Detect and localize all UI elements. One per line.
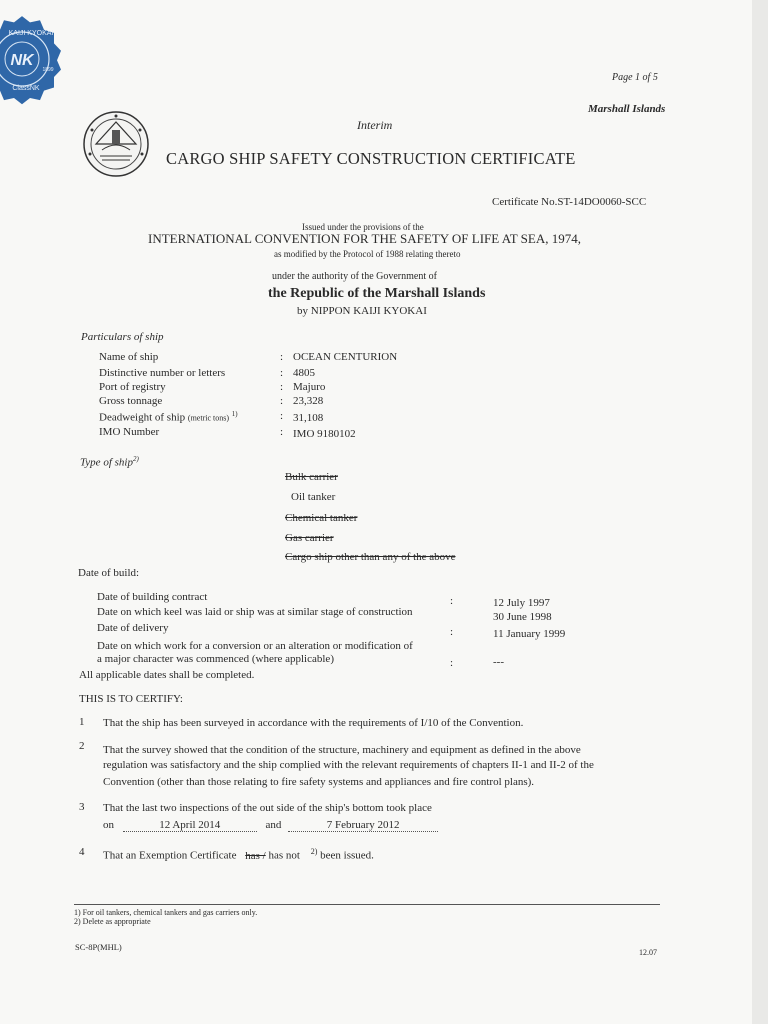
colon: : — [280, 410, 284, 422]
ship-type-option: Chemical tanker — [285, 512, 358, 524]
inspection-date-2: 7 February 2012 — [288, 819, 438, 832]
certify-heading: THIS IS TO CERTIFY: — [79, 693, 183, 705]
classnk-stamp — [0, 4, 62, 116]
colon: : — [280, 351, 284, 363]
dates-note: All applicable dates shall be completed. — [79, 669, 255, 681]
authority-text: under the authority of the Government of — [272, 271, 437, 282]
build-heading: Date of build: — [78, 567, 140, 579]
form-code: SC-8P(MHL) — [75, 942, 122, 952]
conversion-date: --- — [493, 656, 504, 668]
colon: : — [280, 381, 284, 393]
convention-name: INTERNATIONAL CONVENTION FOR THE SAFETY OF LIFE AT SEA, 1974, — [148, 231, 581, 246]
particular-label: Port of registry — [99, 381, 166, 393]
particular-label: Distinctive number or letters — [99, 367, 226, 379]
stamp-year: 1899 — [42, 67, 54, 73]
deadweight-unit: (metric tons) — [187, 413, 230, 423]
ship-type-option: Cargo ship other than any of the above — [285, 551, 456, 563]
inspection-date-1: 12 April 2014 — [123, 819, 257, 832]
port-of-registry: Majuro — [293, 381, 326, 393]
gross-tonnage: 23,328 — [293, 395, 324, 407]
item-number: 2 — [79, 740, 85, 752]
government-name: the Republic of the Marshall Islands — [268, 286, 486, 301]
marshall-islands-seal — [82, 110, 150, 178]
footnote-1: 1) For oil tankers, chemical tankers and gas carriers only. — [74, 908, 258, 917]
footnote-divider — [74, 904, 660, 905]
particular-label — [99, 410, 238, 424]
colon: : — [280, 426, 284, 438]
delivery-date: 11 January 1999 — [493, 628, 566, 640]
item-number: 3 — [79, 801, 85, 813]
deadweight-label: Deadweight of ship — [99, 411, 186, 424]
build-label: Date of delivery — [97, 622, 169, 634]
stamp-top-text: KAIJI KYOKAI — [8, 30, 54, 37]
footnote-2: 2) Delete as appropriate — [74, 917, 151, 926]
ship-type-selected: Oil tanker — [291, 491, 336, 503]
certificate-number: Certificate No.ST-14DO0060-SCC — [492, 196, 647, 208]
ship-name: OCEAN CENTURION — [293, 351, 398, 363]
distinctive-number: 4805 — [293, 367, 315, 379]
certify-item-4: That an Exemption Certificate has / has not $^{2)}$ been issued. — [103, 847, 374, 862]
colon: : — [450, 595, 454, 607]
particular-label: IMO Number — [99, 426, 160, 438]
contract-date: 12 July 1997 — [493, 597, 550, 609]
stamp-bottom-text: ClassNK — [12, 85, 40, 92]
certify-item-1: That the ship has been surveyed in accordance with the requirements of I/10 of the Convention. — [103, 717, 524, 729]
certify-item-2-line3: Convention (other than those relating to fire safety systems and appliances and fire control plans). — [103, 776, 535, 788]
certify-item-3: That the last two inspections of the out side of the ship's bottom took place — [103, 802, 432, 814]
item-number: 1 — [79, 716, 85, 728]
colon: : — [450, 626, 454, 638]
page-number: Page 1 of 5 — [612, 72, 658, 83]
certificate-title: CARGO SHIP SAFETY CONSTRUCTION CERTIFICATE — [166, 149, 576, 168]
certify-item-2-line1: That the survey showed that the condition of the structure, machinery and equipment as defined in the above — [103, 744, 581, 756]
certify-item-2-line2: regulation was satisfactory and the ship complied with the relevant requirements of chapters II-1 and II-2 of the — [103, 759, 594, 771]
issuing-body: by NIPPON KAIJI KYOKAI — [297, 305, 427, 317]
ship-type-option: Bulk carrier — [285, 471, 338, 483]
keel-laid-date: 30 June 1998 — [493, 611, 552, 623]
ship-type-heading: Type of ship$^{2)}$ — [80, 455, 139, 469]
flag-state: Marshall Islands — [588, 103, 666, 115]
colon: : — [280, 395, 284, 407]
interim-label: Interim — [357, 118, 393, 132]
protocol-text: as modified by the Protocol of 1988 relating thereto — [274, 249, 461, 259]
colon: : — [280, 367, 284, 379]
particular-label: Gross tonnage — [99, 395, 163, 407]
imo-number: IMO 9180102 — [293, 428, 356, 440]
particular-label: Name of ship — [99, 351, 159, 363]
deadweight: 31,108 — [293, 412, 324, 424]
build-label-cont: a major character was commenced (where applicable) — [97, 653, 334, 665]
ship-type-option: Gas carrier — [285, 532, 334, 544]
struck-has: has / — [245, 849, 266, 862]
colon: : — [450, 657, 454, 669]
build-label: Date on which keel was laid or ship was at similar stage of construction — [97, 606, 413, 618]
footnote-ref: 1) — [231, 410, 238, 418]
revision-code: 12.07 — [639, 948, 657, 957]
particulars-heading: Particulars of ship — [81, 331, 164, 343]
stamp-center: NK — [10, 52, 34, 69]
issued-under-text: Issued under the provisions of the — [302, 222, 424, 232]
item-number: 4 — [79, 846, 85, 858]
bottom-inspection-dates: on 12 April 2014 and 7 February 2012 — [103, 819, 438, 832]
build-label: Date of building contract — [97, 591, 208, 603]
build-label: Date on which work for a conversion or an alteration or modification of — [97, 640, 413, 652]
